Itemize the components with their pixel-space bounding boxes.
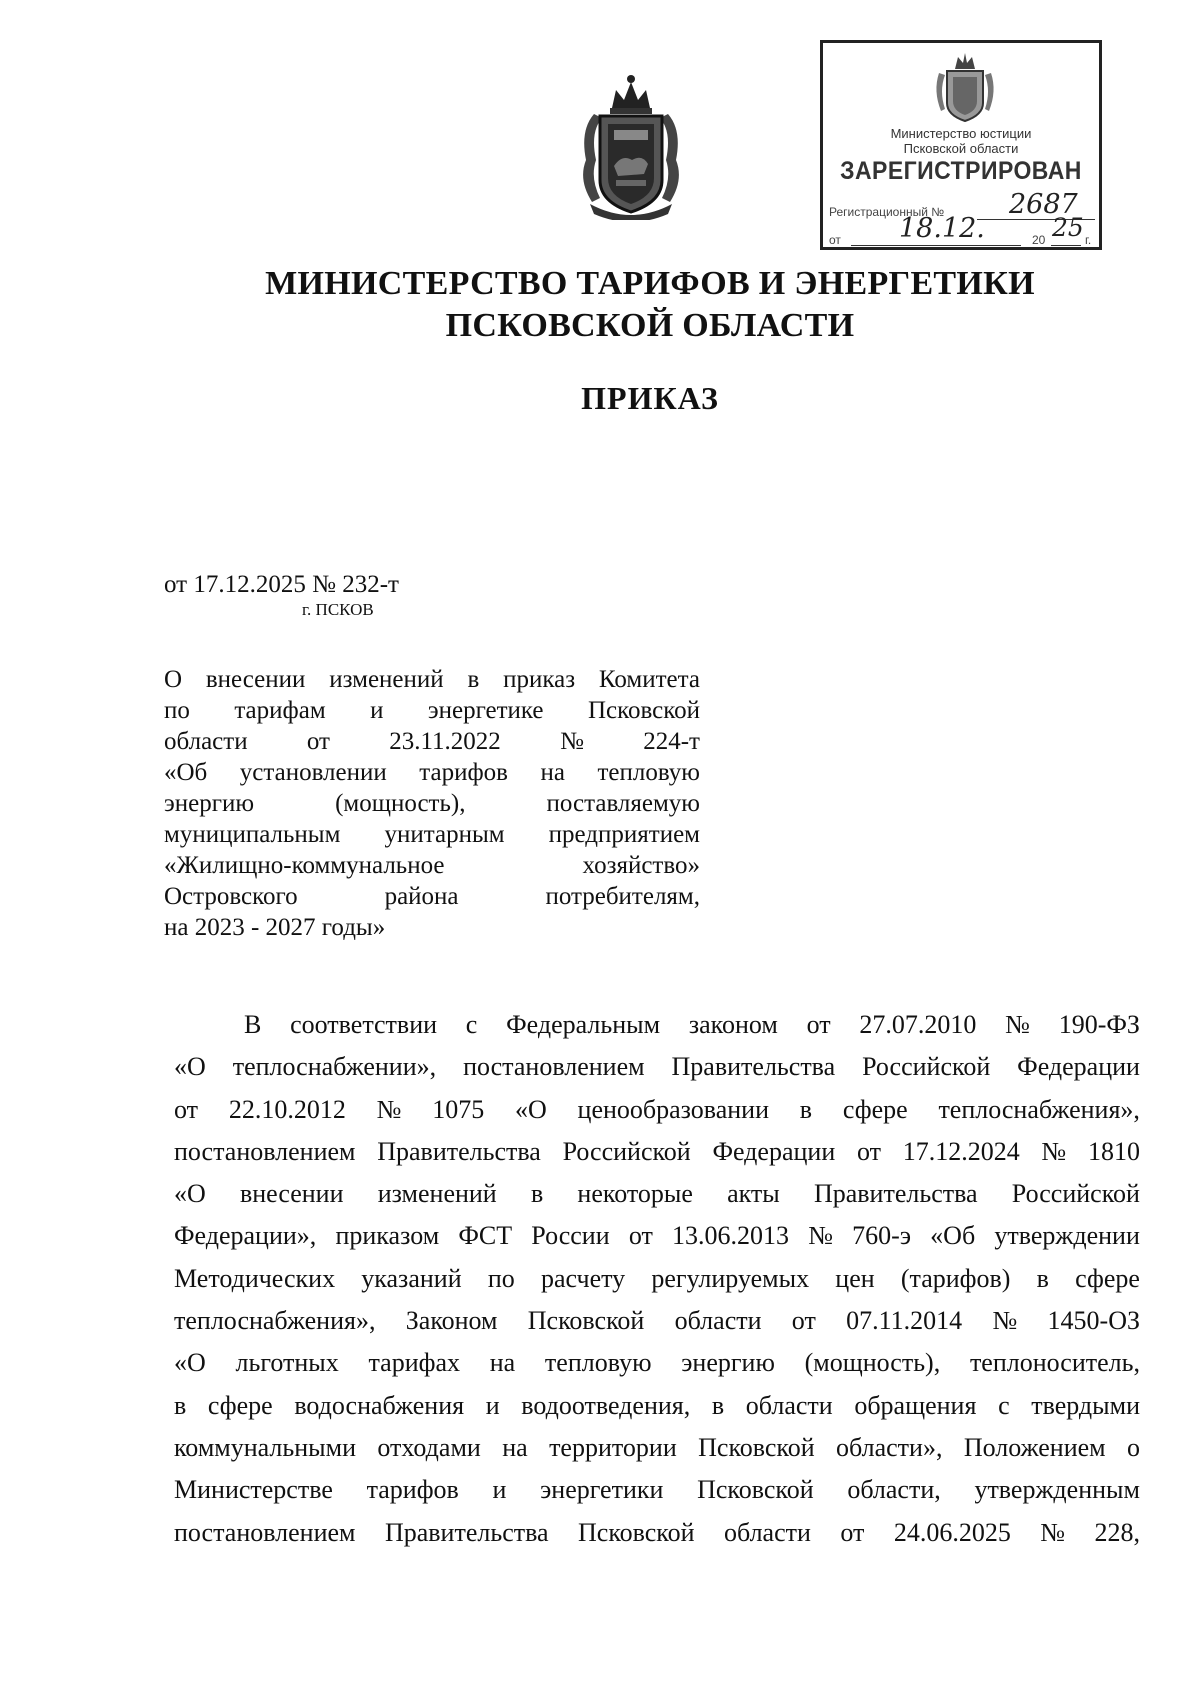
preamble-line <box>174 1342 1140 1384</box>
stamp-ministry-line1: Министерство юстиции <box>890 126 1032 141</box>
preamble-line <box>174 1512 1140 1554</box>
word: постановлением <box>174 1136 356 1166</box>
word: твердыми <box>1031 1390 1140 1420</box>
word: «Об <box>930 1221 976 1251</box>
word: (мощность), <box>335 790 466 817</box>
word: унитарным <box>384 821 505 848</box>
word: Федерации <box>1017 1052 1140 1082</box>
preamble-line <box>174 1469 1140 1511</box>
word: ценообразовании <box>577 1094 770 1124</box>
word: с <box>998 1390 1010 1420</box>
word: Комитета <box>598 666 700 693</box>
word: от <box>306 728 330 755</box>
word: № <box>808 1221 833 1251</box>
word: тарифах <box>368 1348 461 1378</box>
word: Министерстве <box>174 1475 333 1505</box>
word: Законом <box>405 1306 498 1336</box>
word: тарифов <box>419 759 508 786</box>
stamp-year-underline <box>1051 245 1081 246</box>
word: 17.12.2024 <box>902 1136 1020 1166</box>
word: области», <box>836 1432 943 1462</box>
word: энергию <box>681 1348 775 1378</box>
document-type: ПРИКАЗ <box>581 380 719 416</box>
word: «О <box>174 1179 206 1209</box>
word: Правительства <box>377 1136 541 1166</box>
word: установлении <box>239 759 387 786</box>
stamp-ministry <box>823 126 1099 156</box>
word: законом <box>688 1010 778 1039</box>
word: в <box>174 1390 187 1420</box>
word: изменений <box>329 666 444 693</box>
subject-line <box>164 695 700 726</box>
word: энергетики <box>540 1475 664 1505</box>
word: «Жилищно-коммунальное <box>164 852 445 879</box>
word: утверждении <box>994 1221 1140 1251</box>
word: 228, <box>1094 1517 1140 1547</box>
word: на <box>540 759 565 786</box>
word: Псковской <box>527 1306 645 1336</box>
word: по <box>487 1263 515 1293</box>
word: теплоснабжении», <box>232 1052 437 1082</box>
word: области <box>164 728 248 755</box>
word: в <box>799 1094 813 1124</box>
stamp-reg-number: 2687 <box>1009 189 1078 220</box>
word: предприятием <box>548 821 700 848</box>
word: от <box>856 1136 881 1166</box>
word: в <box>711 1390 725 1420</box>
order-subject <box>164 664 700 943</box>
stamp-date-value: 18.12. <box>899 213 985 244</box>
word: тарифов <box>366 1475 459 1505</box>
subject-line <box>164 881 700 912</box>
word: цен <box>835 1263 875 1293</box>
word: О <box>164 666 183 693</box>
word: тепловую <box>544 1348 652 1378</box>
word: 1075 <box>432 1094 485 1124</box>
stamp-year: 25 <box>1052 213 1084 242</box>
word: тарифам <box>234 697 326 724</box>
stamp-emblem-icon <box>933 51 997 125</box>
stamp-status: ЗАРЕГИСТРИРОВАН <box>840 157 1082 185</box>
word: Российской <box>562 1136 691 1166</box>
word: и <box>492 1475 507 1505</box>
word: России <box>531 1221 610 1251</box>
word: (тарифов) <box>900 1263 1011 1293</box>
word: изменений <box>377 1179 497 1209</box>
word: Российской <box>862 1052 991 1082</box>
word: области, <box>847 1475 941 1505</box>
word: водоотведения, <box>521 1390 691 1420</box>
word: льготных <box>235 1348 339 1378</box>
word: сфере <box>1075 1263 1140 1293</box>
word: тепловую <box>597 759 700 786</box>
word: внесении <box>205 666 306 693</box>
word: области <box>745 1390 833 1420</box>
word: № <box>1041 1136 1067 1166</box>
preamble-line <box>174 1004 1140 1046</box>
word: «О <box>174 1348 206 1378</box>
word: «О <box>174 1052 206 1082</box>
word: акты <box>727 1179 780 1209</box>
word: Правительства <box>384 1517 549 1547</box>
word: обращения <box>854 1390 977 1420</box>
word: Псковской <box>698 1432 815 1462</box>
word: от <box>840 1517 865 1547</box>
word: поставляемую <box>546 790 700 817</box>
stamp-ministry-line2: Псковской области <box>903 141 1019 156</box>
word: регулируемых <box>651 1263 810 1293</box>
word: в <box>467 666 480 693</box>
subject-line <box>164 819 700 850</box>
word: в <box>530 1179 544 1209</box>
word: сфере <box>207 1390 273 1420</box>
word: № <box>1040 1517 1066 1547</box>
ministry-title-line1: МИНИСТЕРСТВО ТАРИФОВ И ЭНЕРГЕТИКИ <box>265 265 1035 302</box>
word: Методических <box>174 1263 336 1293</box>
word: № <box>560 728 584 755</box>
word: теплоснабжения», <box>174 1306 376 1336</box>
word: Правительства <box>813 1179 978 1209</box>
word: сфере <box>842 1094 908 1124</box>
word: теплоноситель, <box>969 1348 1140 1378</box>
word: Островского <box>164 883 298 910</box>
word: от <box>791 1306 816 1336</box>
word: внесении <box>239 1179 344 1209</box>
word: 07.11.2014 <box>846 1306 963 1336</box>
word: области <box>674 1306 762 1336</box>
word: на 2023 - 2027 годы» <box>164 914 386 941</box>
subject-line <box>164 850 700 881</box>
word: потребителям, <box>545 883 700 910</box>
word: на <box>502 1432 528 1462</box>
word: 760-э <box>852 1221 911 1251</box>
word: 24.06.2025 <box>893 1517 1011 1547</box>
word: утвержденным <box>974 1475 1140 1505</box>
word: «О <box>514 1094 547 1124</box>
order-city: г. ПСКОВ <box>302 600 374 619</box>
preamble-line <box>174 1089 1140 1131</box>
word: территории <box>549 1432 677 1462</box>
word: 23.11.2022 <box>389 728 501 755</box>
word: Псковской <box>587 697 700 724</box>
order-date-number: от 17.12.2025 № 232-т <box>164 571 399 598</box>
subject-line <box>164 726 700 757</box>
word: хозяйство» <box>582 852 700 879</box>
word: в <box>1036 1263 1049 1293</box>
word: энергию <box>164 790 255 817</box>
stamp-year-suffix: г. <box>1085 233 1092 247</box>
word: № <box>376 1094 402 1124</box>
word: от <box>806 1010 831 1039</box>
word: отходами <box>377 1432 481 1462</box>
word: Федерации», <box>174 1221 317 1251</box>
word: соответствии <box>290 1010 438 1039</box>
word: № <box>992 1306 1018 1336</box>
word: области <box>723 1517 811 1547</box>
word: района <box>384 883 459 910</box>
word: на <box>489 1348 516 1378</box>
word: коммунальными <box>174 1432 356 1462</box>
word: В <box>244 1010 262 1039</box>
word: Псковской <box>578 1517 695 1547</box>
word: 1810 <box>1087 1136 1140 1166</box>
preamble-line <box>174 1215 1140 1257</box>
word: расчету <box>540 1263 626 1293</box>
stamp-century: 20 <box>1032 233 1046 247</box>
word: 22.10.2012 <box>228 1094 346 1124</box>
word: о <box>1127 1432 1140 1462</box>
word: Федерации <box>712 1136 836 1166</box>
preamble-line <box>174 1173 1140 1215</box>
word: теплоснабжения», <box>938 1094 1140 1124</box>
word: и <box>370 697 384 724</box>
word: (мощность), <box>804 1348 941 1378</box>
word: от <box>174 1094 199 1124</box>
word: 13.06.2013 <box>672 1221 790 1251</box>
stamp-reg-label: Регистрационный № <box>829 205 945 219</box>
word: Псковской <box>697 1475 814 1505</box>
stamp-date-underline <box>851 245 1021 246</box>
word: указаний <box>361 1263 462 1293</box>
word: 190-ФЗ <box>1058 1010 1140 1039</box>
preamble-line <box>174 1131 1140 1173</box>
word: и <box>485 1390 500 1420</box>
word: приказ <box>503 666 576 693</box>
subject-line <box>164 757 700 788</box>
word: «Об <box>164 759 208 786</box>
word: 27.07.2010 <box>859 1010 977 1039</box>
word: Правительства <box>671 1052 836 1082</box>
stamp-date-prefix: от <box>829 233 841 247</box>
word: некоторые <box>577 1179 693 1209</box>
stamp-date-row <box>829 213 1099 249</box>
word: муниципальным <box>164 821 341 848</box>
word: Российской <box>1011 1179 1140 1209</box>
preamble-line <box>174 1300 1140 1342</box>
word: Федеральным <box>506 1010 661 1039</box>
word: постановлением <box>463 1052 645 1082</box>
word: 224-т <box>643 728 700 755</box>
subject-line <box>164 664 700 695</box>
word: постановлением <box>174 1517 356 1547</box>
word: ФСТ <box>458 1221 513 1251</box>
word: энергетике <box>427 697 544 724</box>
preamble-line <box>174 1046 1140 1088</box>
word: водоснабжения <box>294 1390 465 1420</box>
word: от <box>628 1221 653 1251</box>
word: № <box>1005 1010 1030 1039</box>
preamble-line <box>174 1258 1140 1300</box>
order-preamble <box>174 1004 1140 1554</box>
registration-stamp <box>820 40 1102 250</box>
subject-line <box>164 912 700 943</box>
coat-of-arms-icon <box>572 70 690 220</box>
word: Положением <box>963 1432 1106 1462</box>
word: с <box>465 1010 478 1039</box>
preamble-line <box>174 1385 1140 1427</box>
word: приказом <box>335 1221 440 1251</box>
subject-line <box>164 788 700 819</box>
preamble-line <box>174 1427 1140 1469</box>
word: по <box>164 697 190 724</box>
ministry-title-line2: ПСКОВСКОЙ ОБЛАСТИ <box>445 307 855 344</box>
word: 1450-ОЗ <box>1047 1306 1140 1336</box>
